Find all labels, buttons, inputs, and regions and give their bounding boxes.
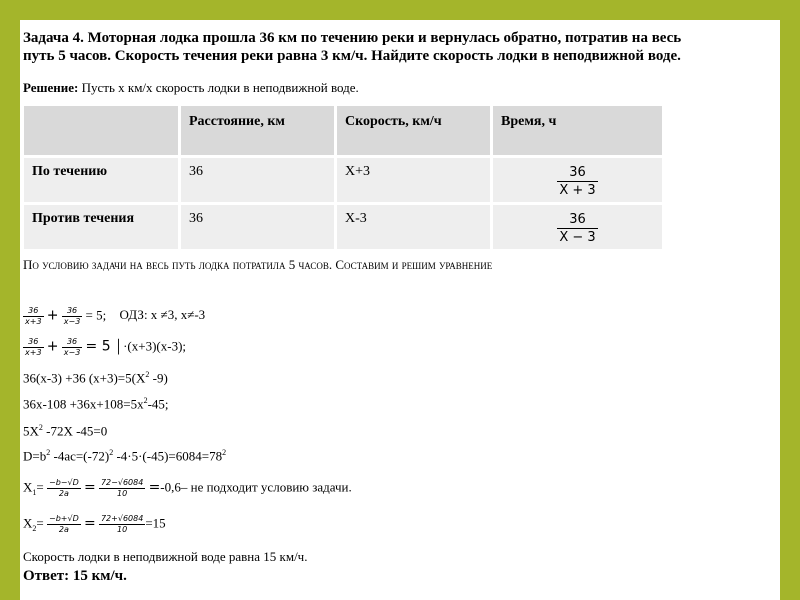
root-1-tail: -0,6– не подходит условию задачи. (160, 479, 352, 495)
eq-text: -4ac=(-72) (50, 448, 110, 464)
eq-text: D=b (23, 448, 47, 464)
eq-text: -72Х -45=0 (42, 423, 108, 439)
eq-text: -9) (149, 370, 168, 386)
denominator: x+3 (25, 348, 42, 357)
numerator: −b−√D (48, 478, 79, 487)
problem-title: Задача 4. Моторная лодка прошла 36 км по течению реки и вернулась обратно, потратив на весь путь 5 часов. Скорость течения реки равна 3 км/ч. Найдите скорость лодки в неподвижной воде. (23, 30, 682, 64)
time-numerator: 36 (569, 165, 586, 180)
row-time (492, 204, 664, 251)
fraction (23, 306, 44, 327)
fraction (23, 337, 44, 358)
denominator: x+3 (25, 317, 42, 326)
table-header-speed: Скорость, км/ч (336, 105, 492, 157)
denominator: x−3 (63, 317, 81, 326)
time-fraction (557, 164, 597, 199)
row-speed: X+3 (336, 157, 492, 204)
x-label: Х (23, 515, 33, 531)
table-header-distance: Расстояние, км (180, 105, 336, 157)
answer-text: Ответ: 15 км/ч. (23, 568, 127, 584)
superscript: 2 (38, 423, 43, 432)
multiplier: │·(х+3)(х-3); (113, 338, 187, 354)
equals: = (36, 515, 44, 531)
solution-label: Решение: (23, 80, 79, 95)
fraction (47, 478, 81, 499)
root-2-line (23, 514, 166, 535)
numerator: 36 (28, 337, 39, 346)
row-label: По течению (23, 157, 180, 204)
equation-line-4 (23, 396, 169, 412)
solution-intro (23, 80, 359, 96)
superscript: 2 (109, 448, 114, 457)
numerator: 72+√6084 (100, 514, 144, 523)
condition-text: По условию задачи на весь путь лодка потратила 5 часов. Составим и решим уравнение (23, 257, 493, 272)
plus-sign: + (46, 307, 59, 324)
denominator: 10 (99, 524, 145, 535)
equation-line-5 (23, 423, 107, 439)
time-denominator: X + 3 (559, 183, 596, 198)
row-speed: X-3 (336, 204, 492, 251)
time-denominator: X − 3 (559, 230, 596, 245)
numerator: 72−√6084 (100, 478, 144, 487)
fraction (62, 306, 83, 327)
numerator: 36 (66, 337, 78, 346)
denominator: 2a (47, 524, 81, 535)
motion-table (21, 103, 665, 252)
time-fraction (557, 211, 597, 246)
denominator: 2a (47, 488, 81, 499)
row-label: Против течения (23, 204, 180, 251)
numerator: −b+√D (48, 514, 79, 523)
fraction (99, 514, 145, 535)
x-label: Х (23, 479, 33, 495)
eq-text: 5Х (23, 423, 39, 439)
superscript: 2 (143, 396, 148, 405)
table-header-empty (23, 105, 180, 157)
superscript: 2 (145, 370, 150, 379)
root-1-line (23, 478, 352, 499)
time-numerator: 36 (569, 212, 586, 227)
superscript: 2 (222, 448, 227, 457)
denominator: 10 (99, 488, 145, 499)
row-distance: 36 (180, 157, 336, 204)
equals: = (148, 479, 161, 496)
root-2-tail: =15 (145, 515, 166, 531)
row-time (492, 157, 664, 204)
superscript: 2 (46, 448, 51, 457)
conclusion-text: Скорость лодки в неподвижной воде равна 15 км/ч. (23, 549, 308, 564)
equation-line-3 (23, 370, 168, 386)
equation-line-2 (23, 337, 186, 358)
subscript: 2 (32, 524, 37, 534)
equation-line-1 (23, 306, 205, 327)
equals-five: = 5 (85, 338, 111, 355)
eq-text: 36х-108 +36х+108=5х (23, 396, 144, 412)
table-row (23, 157, 664, 204)
equals: = (83, 479, 96, 496)
fraction (62, 337, 83, 358)
table-row (23, 204, 664, 251)
equals: = (83, 515, 96, 532)
eq-text: 36(х-3) +36 (х+3)=5(Х (23, 370, 146, 386)
subscript: 1 (32, 488, 37, 498)
table-header-row (23, 105, 664, 157)
fraction (99, 478, 145, 499)
odz-text: ОДЗ: х ≠3, х≠-3 (119, 307, 206, 323)
fraction (47, 514, 81, 535)
eq-text: -4·5·(-45)=6084=78 (113, 448, 223, 464)
eq-text: -45; (147, 396, 169, 412)
numerator: 36 (66, 306, 78, 315)
table-header-time-label: Время, ч (501, 114, 557, 129)
discriminant-line (23, 448, 226, 464)
row-distance: 36 (180, 204, 336, 251)
numerator: 36 (28, 306, 39, 315)
equals-five: = 5; (85, 307, 107, 323)
solution-intro-text: Пусть х км/х скорость лодки в неподвижной воде. (81, 80, 359, 95)
denominator: x−3 (63, 348, 81, 357)
equals: = (36, 479, 44, 495)
plus-sign: + (46, 338, 59, 355)
table-header-time (492, 105, 664, 157)
